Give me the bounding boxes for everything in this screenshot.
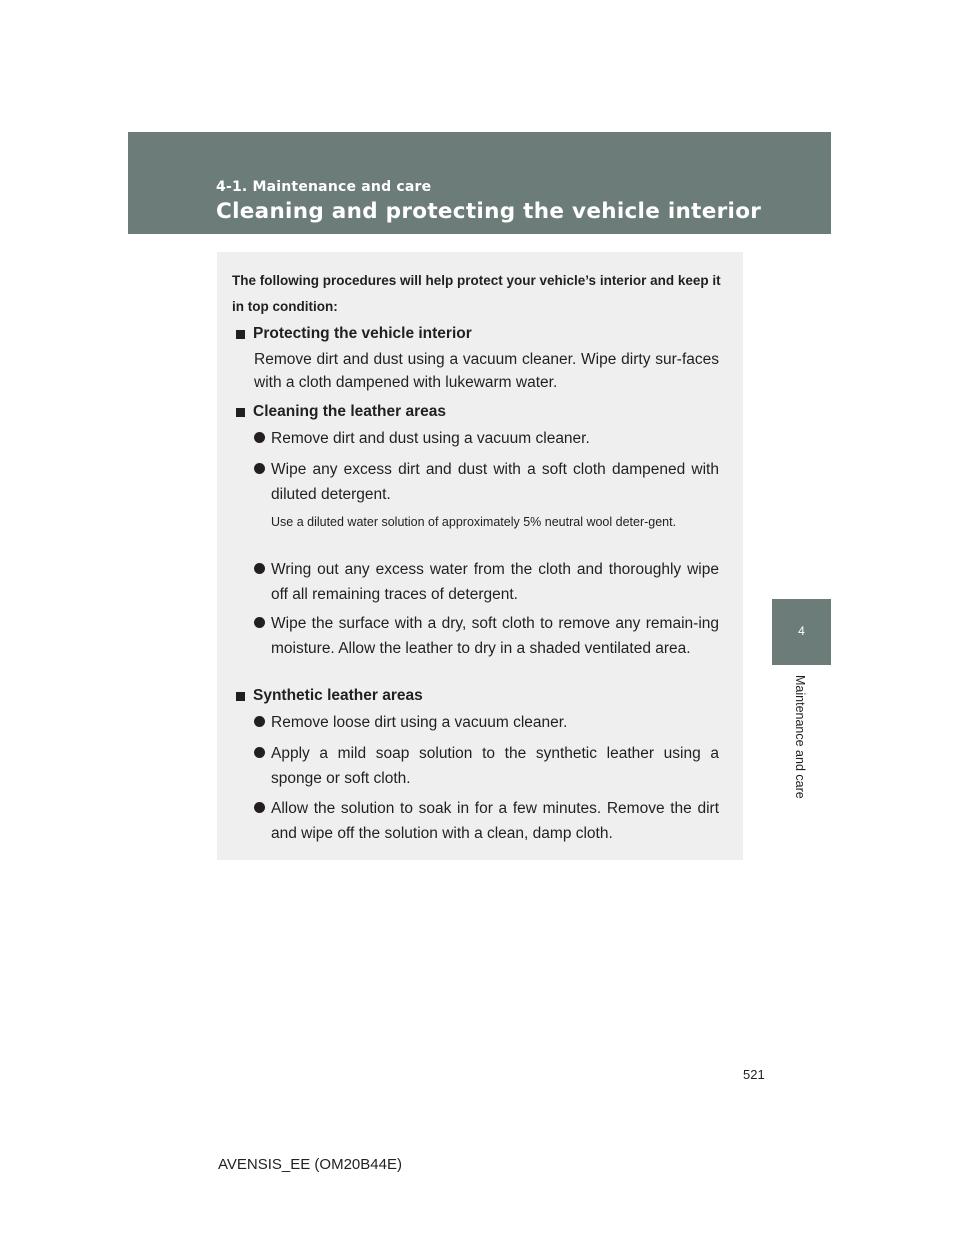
square-bullet-icon <box>236 408 245 417</box>
section-heading-text: Protecting the vehicle interior <box>253 325 472 342</box>
section-heading-synthetic <box>236 686 423 706</box>
chapter-tab <box>772 599 831 665</box>
section-label: 4-1. Maintenance and care <box>216 179 432 195</box>
document-code: AVENSIS_EE (OM20B44E) <box>218 1156 402 1173</box>
chapter-side-label: Maintenance and care <box>793 675 807 799</box>
section-heading-protecting <box>236 324 472 344</box>
list-item: Wipe any excess dirt and dust with a soft cloth dampened with diluted detergent. <box>254 457 719 507</box>
list-item: Apply a mild soap solution to the synthetic leather using a sponge or soft cloth. <box>254 741 719 791</box>
list-item: Wring out any excess water from the cloth and thoroughly wipe off all remaining traces of detergent. <box>254 557 719 607</box>
page-number: 521 <box>743 1067 765 1082</box>
section-paragraph: Remove dirt and dust using a vacuum cleaner. Wipe dirty sur-faces with a cloth dampened with lukewarm water. <box>254 351 719 391</box>
bullet-dot-icon <box>254 747 265 758</box>
section-heading-leather <box>236 402 446 422</box>
bullet-dot-icon <box>254 432 265 443</box>
note-text: Use a diluted water solution of approximately 5% neutral wool deter-gent. <box>271 515 677 529</box>
list-item: Remove loose dirt using a vacuum cleaner. <box>254 710 719 735</box>
bullet-dot-icon <box>254 463 265 474</box>
section-heading-text: Synthetic leather areas <box>253 687 423 704</box>
square-bullet-icon <box>236 692 245 701</box>
bullet-dot-icon <box>254 563 265 574</box>
bullet-dot-icon <box>254 716 265 727</box>
bullet-dot-icon <box>254 617 265 628</box>
list-item: Allow the solution to soak in for a few minutes. Remove the dirt and wipe off the solution with a clean, damp cloth. <box>254 796 719 846</box>
bullet-dot-icon <box>254 802 265 813</box>
page-title: Cleaning and protecting the vehicle interior <box>216 199 762 224</box>
section-heading-text: Cleaning the leather areas <box>253 403 446 420</box>
intro-text: The following procedures will help protect your vehicle’s interior and keep it in top condition: <box>232 273 721 314</box>
list-item: Remove dirt and dust using a vacuum cleaner. <box>254 426 719 451</box>
square-bullet-icon <box>236 330 245 339</box>
list-item: Wipe the surface with a dry, soft cloth to remove any remain-ing moisture. Allow the leather to dry in a shaded ventilated area. <box>254 611 719 661</box>
chapter-number: 4 <box>798 624 805 638</box>
